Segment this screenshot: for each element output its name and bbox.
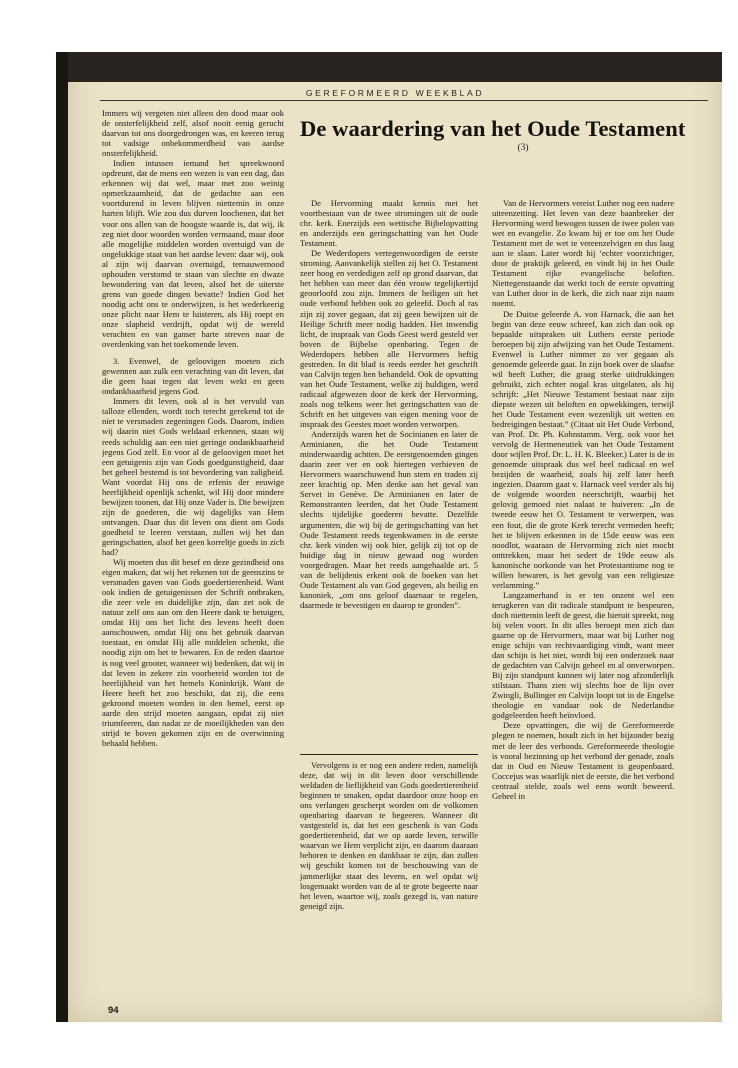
paragraph: Indien intussen iemand het spreekwoord opdreunt, dat de mens een wezen is van een dag, dan erkennen wij dat wel, maar met zoo weinig opmerkzaamheid, dat de gedachte aan een voortdurend in leven blijven niettemin in onze harten blijft. Wie zou dus durven loochenen, dat het voor ons allen van de hoogste waarde is, dat wij, ik zeg niet door woorden worden vermaand, maar door alle mogelijke middelen worden overtuigd van de ongelukkige staat van het aardse leven: daar wij, ook al zijn wij daarvan overtuigd, ternauwernood ophouden verstomd te staan van slechte en dwaze bewondering van dat leven, alsof het de uiterste grens van goede dingen bevatte? Indien God het noodig acht ons te onderwijzen, is het wederkeerig onze plicht naar Hem te luisteren, als Hij roept en onze slapheid verdrijft, opdat wij de wereld verachten en van ganser harte streven naar de overdenking van het toekomende leven. (102, 158, 284, 350)
paragraph: Immers dit leven, ook al is het vervuld van talloze ellenden, wordt toch terecht gerekend tot de niet te versmaden zegeningen Gods. Daarom, indien wij daarin niet Gods weldaad erkennen, staan wij reeds schuldig aan een niet geringe ondankbaarheid jegens God zelf. En voor al de geloovigen moet het een getuigenis zijn van Gods goedgunstigheid, daar het geheel bestemd is tot bevordering van zaligheid. Want voordat Hij ons de erfenis der eeuwige heerlijkheid openlijk schenkt, wil Hij door mindere bewijzen toonen, dat Hij onze Vader is. Die bewijzen zijn de goederen, die wij dagelijks van Hem ontvangen. Daar dus dit leven ons dient om Gods goedheid te leeren verstaan, zullen wij het dan geringschatten, alsof het geen korreltje goeds in zich had? (102, 396, 284, 558)
article-part-number: (3) (517, 143, 529, 153)
middle-column-bottom (300, 760, 478, 911)
running-header: GEREFORMEERD WEEKBLAD (305, 88, 485, 98)
paragraph: Vervolgens is er nog een andere reden, namelijk deze, dat wij in dit leven door verschillende weldaden de lieflijkheid van Gods goedertierenheid beginnen te smaken, opdat daardoor onze hoop en ons verlangen gescherpt worden om de volkomen openbaring daarvan te begeeren. Wanneer dit vastgesteld is, dat het een geschenk is van Gods goedertierenheid, dat we op aarde leven, terwille waarvan we Hem verplicht zijn, en daarom daaraan behoren te denken en dankbaar te zijn, dan zullen wij geschikt komen tot de beschouwing van de jammerlijke staat des levens, en wel opdat wij losgemaakt worden van de al te grote begeerte naar het leven, waartoe wij, zoals gezegd is, van nature geneigd zijn. (300, 760, 478, 911)
paragraph: Langzamerhand is er ten onzent wel een terugkeren van dit radicale standpunt te bespeuren, doch niettemin leeft de geest, die hieruit spreekt, nog bij velen voort. In dit alles beroept men zich dan gaarne op de Hervormers, maar wat bij Luther nog enige schijn van rechtvaardiging vindt, want meer dan schijn is het niet, wordt bij een onderzoek naar de gedachten van Calvijn geheel en al onverworpen. Bij zijn standpunt kunnen wij later nog afzonderlijk stilstaan. Thans zien wij slechts hoe de lijn over Zwingli, Bullinger en Calvijn loopt tot in de Engelse theologie en vandaar ook de Nederlandse godgeleerden heeft beïnvloed. (492, 589, 674, 721)
page-number: 94 (108, 1005, 119, 1016)
scan-margin (0, 0, 738, 48)
newspaper-page (56, 52, 722, 1022)
paragraph: Anderzijds waren het de Socinianen en later de Arminianen, die het Oude Testament minderwaardig achtten. De eerstgenoemden gingen daarin zeer ver en ook hiertegen verhieven de Hervormers waarschuwend hun stem en traden zij zeer krachtig op. Men denke aan het geval van Servet in Genève. De Arminianen en later de Remonstranten leerden, dat het Oude Testament slechts tijdelijke goederen bevatte. Dezelfde argumenten, die wij bij de geringschatting van het Oude Testament reeds tegenkwamen in de eerste chr. kerk vinden wij ook hier, gelijk zij tot op de huidige dag in nieuw gewaad nog worden voorgedragen. Maar het reeds aangehaalde art. 5 van de belijdenis erkent ook de boeken van het Oude Testament als van God gegeven, als heilig en kanoniek, „om ons geloof daarnaar te regelen, daarmede te bevestigen en daarop te gronden”. (300, 429, 478, 610)
section-divider (300, 754, 478, 755)
scan-dark-edge (68, 52, 722, 82)
left-column (102, 108, 284, 998)
article-title: De waardering van het Oude Testament (300, 116, 686, 141)
right-column (492, 198, 674, 1008)
paragraph: Immers wij vergeten niet alleen den dood maar ook de onsterfelijkheid zelf, alsof nooit eenig gerucht daarvan tot ons doorgedrongen was, en keeren terug tot vadsige onbekommerdheid van aardse onsterfelijkheid. (102, 108, 284, 159)
paragraph: 3. Evenwel, de geloovigen moeten zich gewennen aan zulk een verachting van dit leven, dat die geen haat tegen dat leven wekt en geen ondankbaarheid jegens God. (102, 356, 284, 397)
paragraph: Van de Hervormers vereist Luther nog een nadere uiteenzetting. Het leven van deze baanbreker der Hervorming werd bewogen tussen de twee polen van wet en evangelie. Zo kwam hij er toe om het Oude Testament met de wet te vereenzelvigen en dus laag aan te slaan. Later wordt hij ‘echter voorzichtiger, door de praktijk geleerd, en vindt hij in het Oude Testament rijke evangelische beloften. Niettegenstaande dat werkt toch de eerste opvatting van Luther door in de kerk, die zich naar zijn naam noemt. (492, 198, 674, 309)
paragraph: De Duitse geleerde A. von Harnack, die aan het begin van deze eeuw schreef, kan zich dan ook op bepaalde uitspraken uit Luthers eerste periode beroepen bij zijn afwijzing van het Oude Testament. Evenwel is Luther nimmer zo ver gegaan als genoemde geleerde gaat. In zijn boek over de slaafse wil heeft Luther, die graag sterke uitdrukkingen gebruikt, zich echter nogal kras uitgelaten, als hij schrijft: „Het Nieuwe Testament bestaat naar zijn diepste wezen uit beloften en opwekkingen, terwijl het Oude Testament even wezenlijk uit wetten en bedreigingen bestaat.” (Citaat uit Het Oude Verbond, van Prof. Dr. Ph. Kohnstamm. Verg. ook voor het vervolg de Hermeneutiek van het Oude Testament door wijlen Prof. Dr. L. H. K. Bleeker.) Later is de in genoemde uitspraak dus wel heel radicaal en wel bezijden de waarheid, zoals hij zelf later heeft ingezien. Daarom gaat v. Harnack veel verder als hij de volgende woorden neerschrijft, waarbij het gelovig gemoed niet nalaat te huiveren: „In de tweede eeuw het O. Testament te verwerpen, was een fout, die de grote Kerk terecht vermeden heeft; het te blijven erkennen in de 15de eeuw was een noodlot, waaraan de Hervorming zich niet mocht onttrekken, maar het sedert de 19de eeuw als kanonische oorkonde van het Protestantisme nog te willen bewaren, is het gevolg van een religieuze verlamming.” (492, 308, 674, 590)
middle-column-top (300, 198, 478, 610)
paragraph: De Hervorming maakt kennis met het voortbestaan van de twee stromingen uit de oude chr. kerk. Enerzijds een wettische Bijbelopvatting en anderzijds een geringschatting van het Oude Testament. (300, 198, 478, 249)
header-rule (100, 100, 708, 101)
paragraph: De Wederdopers vertegenwoordigen de eerste stroming. Aanvankelijk stellen zij het O. Testament zeer hoog en verdedigen zelf op grond daarvan, dat het hebben van meer dan één vrouw tegelijkertijd geoorloofd zou zijn. Immers de heiligen uit het oude verbond hebben ook zo geleefd. Doch al ras zijn zij zover gegaan, dat zij geen bewijzen uit de Heilige Schrift meer nodig hadden. Het inwendig licht, de inspraak van Gods Geest werd gesteld ver boven de Bijbelse openbaring. Tegen de Wederdopers hebben alle Hervormers heftig gestreden. In dit blad is reeds eerder het geschrift van Calvijn tegen hen behandeld. Ook de opvatting van het Oude Testament, welke zij huldigen, werd radicaal afgewezen door de kerk der Hervorming, zoals nog telkens weer het geringschatten van de Schrift en het uitgeven van eigen mening voor de inspraak des Geestes moet worden verworpen. (300, 248, 478, 430)
paragraph: Deze opvattingen, die wij de Gereformeerde plegen te noemen, houdt zich in het bijzonder bezig met de leer des verbonds. Gereformeerde theologie is vooral bezinning op het verbond der genade, zoals dat in Oud en Nieuw Testament is geopenbaard. Coccejus was waarlijk niet de eerste, die het verbond centraal stelde, zoals wel eens wordt beweerd. Geheel in (492, 720, 674, 801)
paragraph: Wij moeten dus dit besef en deze gezindheid ons eigen maken, dat wij het rekenen tot de geenszins te versmaden gaven van Gods goedertierenheid. Want ook indien de getuigenissen der Schrift ontbraken, die zeer vele en duidelijke zijn, dan zet ook de natuur zelf ons aan om den Heere dank te betuigen, omdat Hij ons het licht des levens heeft doen aanschouwen, omdat Hij ons het gebruik daarvan toestaat, en omdat Hij alle middelen schenkt, die noodig zijn om het te bewaren. En de reden daartoe is nog veel grooter, wanneer wij bedenken, dat wij in dat leven in zekere zin voorbereid worden tot de heerlijkheid van het hemels Koninkrijk. Want de Heere heeft het zoo beschikt, dat zij, die eens gekroond moeten worden in den hemel, eerst op aarde den strijd moeten aangaan, opdat zij niet triumfeeren, dan nadat ze de moeilijkheden van den strijd te boven gekomen zijn en de overwinning behaald hebben. (102, 557, 284, 748)
